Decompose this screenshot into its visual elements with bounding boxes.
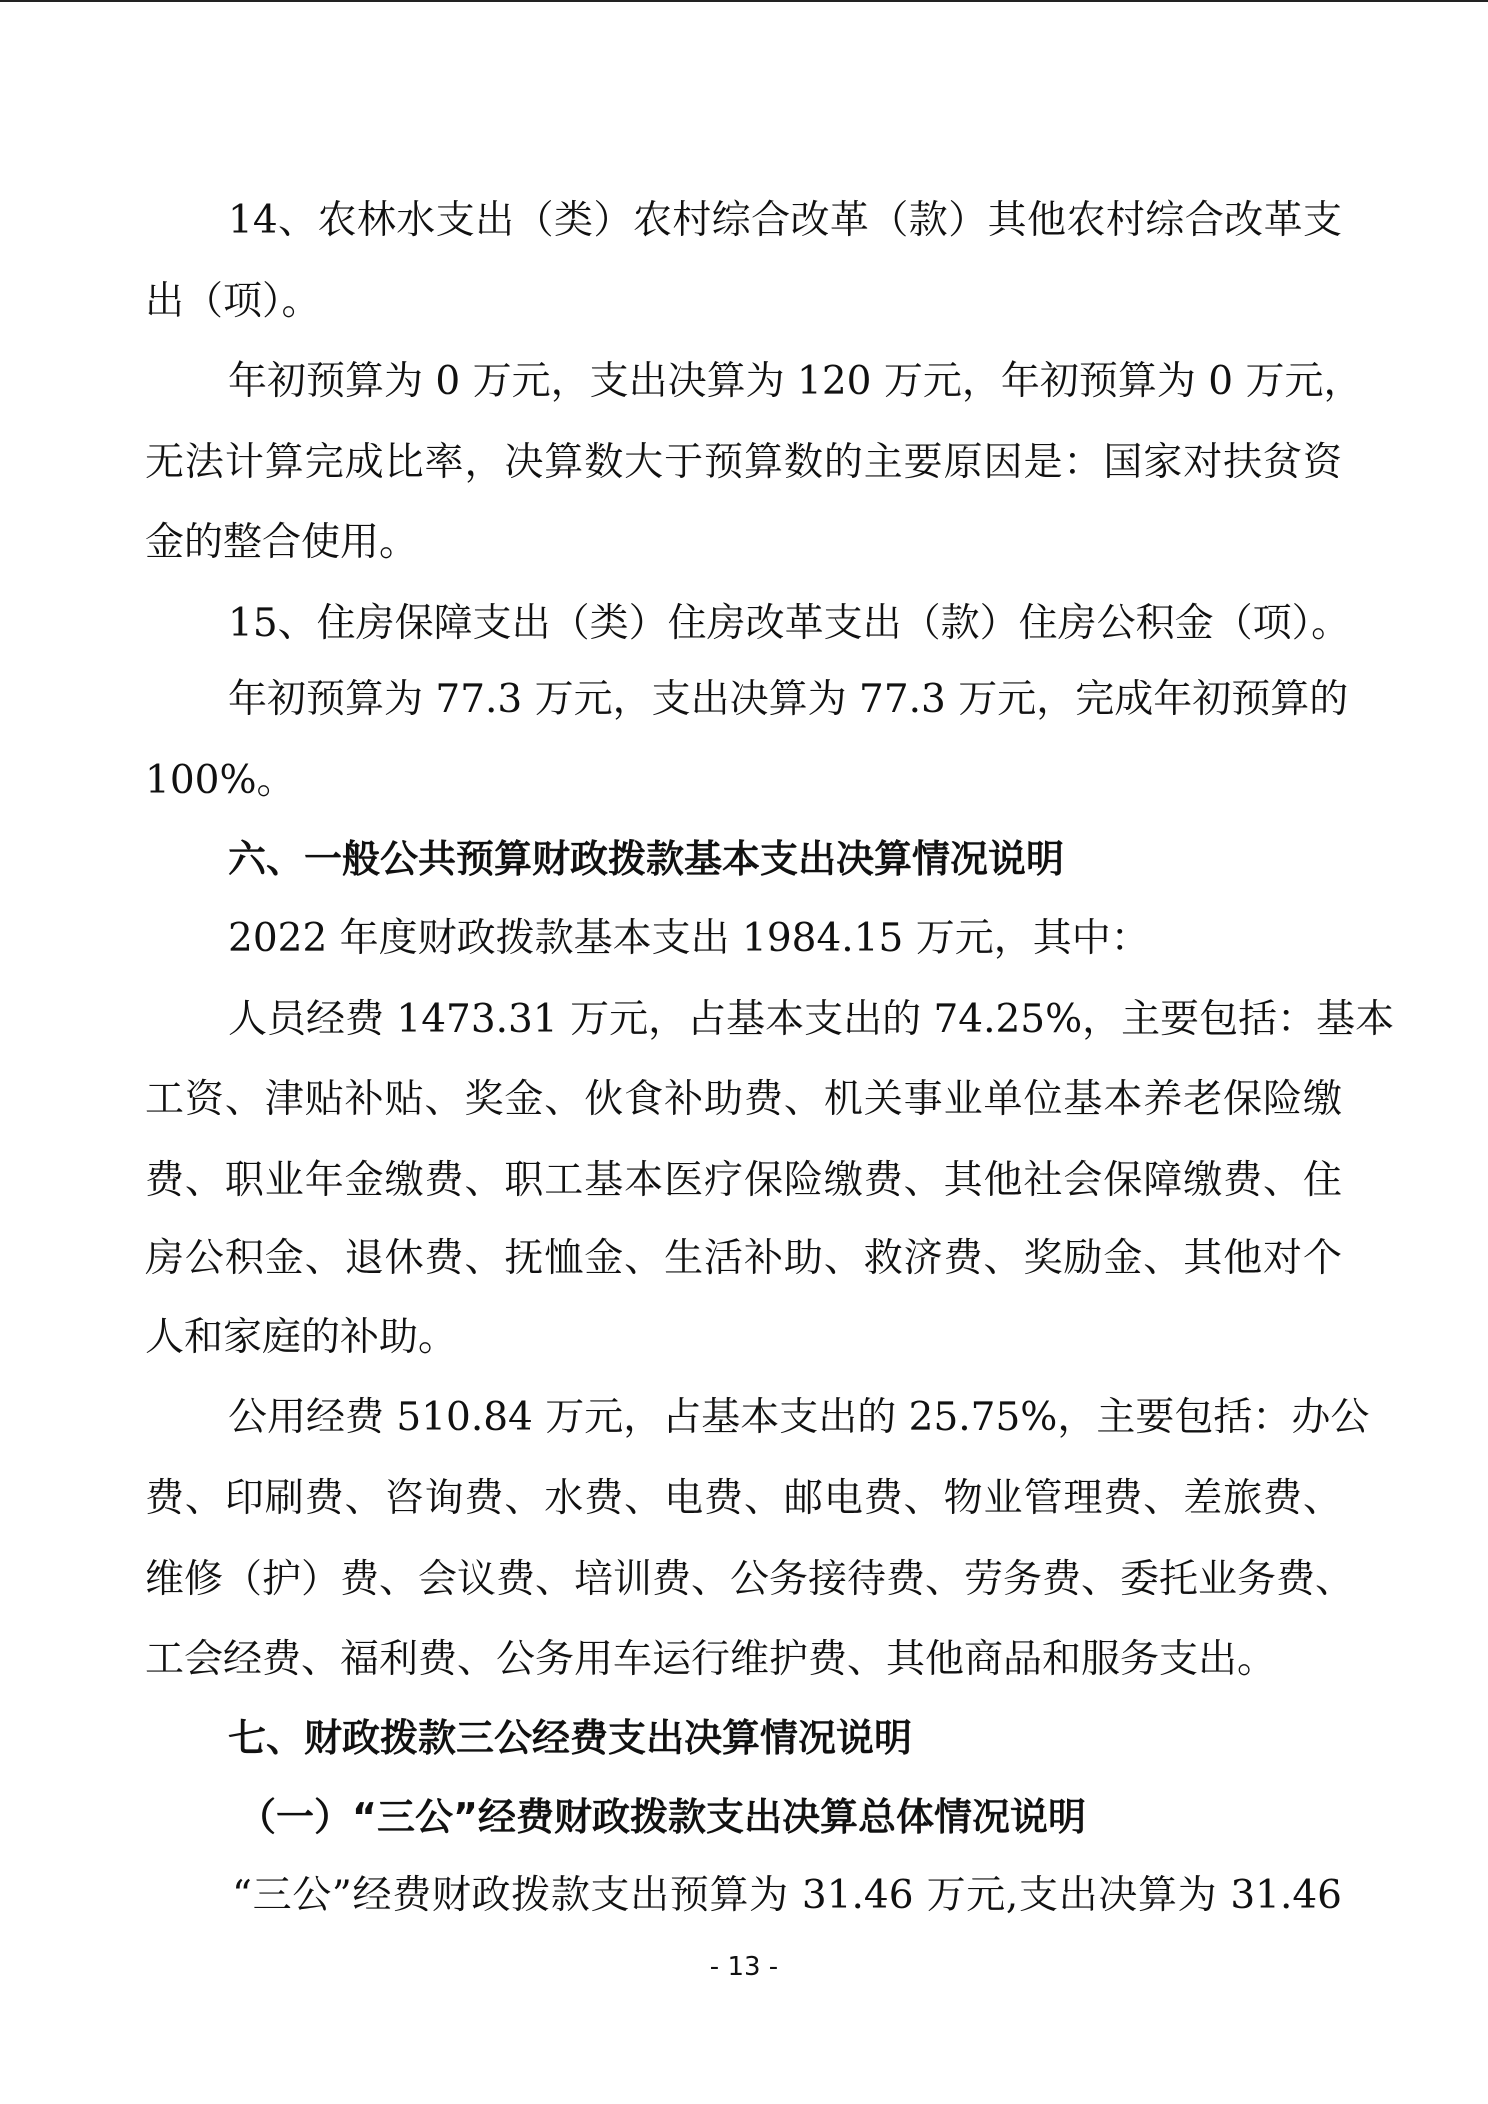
personnel-expense-cont: 费、职业年金缴费、职工基本医疗保险缴费、其他社会保障缴费、住	[145, 1158, 1342, 1203]
public-expense-cont: 费、印刷费、咨询费、水费、电费、邮电费、物业管理费、差旅费、	[145, 1476, 1342, 1521]
public-expense: 公用经费 510.84 万元，占基本支出的 25.75%，主要包括：办公	[228, 1395, 1370, 1440]
item-14-body-end: 金的整合使用。	[145, 520, 419, 565]
public-expense-end: 工会经费、福利费、公务用车运行维护费、其他商品和服务支出。	[145, 1637, 1277, 1682]
personnel-expense-end: 人和家庭的补助。	[145, 1315, 458, 1360]
personnel-expense-cont: 工资、津贴补贴、奖金、伙食补助费、机关事业单位基本养老保险缴	[145, 1077, 1342, 1122]
public-expense-cont: 维修（护）费、会议费、培训费、公务接待费、劳务费、委托业务费、	[145, 1557, 1355, 1602]
page-top-border	[0, 0, 1488, 2]
basic-expense-total: 2022 年度财政拨款基本支出 1984.15 万元，其中：	[228, 916, 1150, 961]
personnel-expense: 人员经费 1473.31 万元，占基本支出的 74.25%，主要包括：基本	[228, 997, 1395, 1042]
three-public-expense-body: “三公”经费财政拨款支出预算为 31.46 万元,支出决算为 31.46	[232, 1873, 1342, 1918]
page-number: - 13 -	[709, 1952, 779, 1982]
item-15-body-end: 100%。	[145, 758, 296, 803]
section-7-heading: 七、财政拨款三公经费支出决算情况说明	[228, 1716, 913, 1760]
section-6-heading: 六、一般公共预算财政拨款基本支出决算情况说明	[228, 837, 1065, 881]
item-14-body-cont: 无法计算完成比率，决算数大于预算数的主要原因是：国家对扶贫资	[145, 440, 1342, 485]
item-14-title-cont: 出（项）。	[145, 279, 321, 324]
item-15-title: 15、住房保障支出（类）住房改革支出（款）住房公积金（项）。	[228, 601, 1351, 646]
item-14-body: 年初预算为 0 万元，支出决算为 120 万元，年初预算为 0 万元，	[228, 359, 1363, 404]
item-14-title: 14、农林水支出（类）农村综合改革（款）其他农村综合改革支	[228, 198, 1342, 243]
personnel-expense-cont: 房公积金、退休费、抚恤金、生活补助、救济费、奖励金、其他对个	[145, 1236, 1342, 1281]
subsection-1-heading: （一）“三公”经费财政拨款支出决算总体情况说明	[238, 1795, 1086, 1839]
item-15-body: 年初预算为 77.3 万元，支出决算为 77.3 万元，完成年初预算的	[228, 677, 1349, 722]
